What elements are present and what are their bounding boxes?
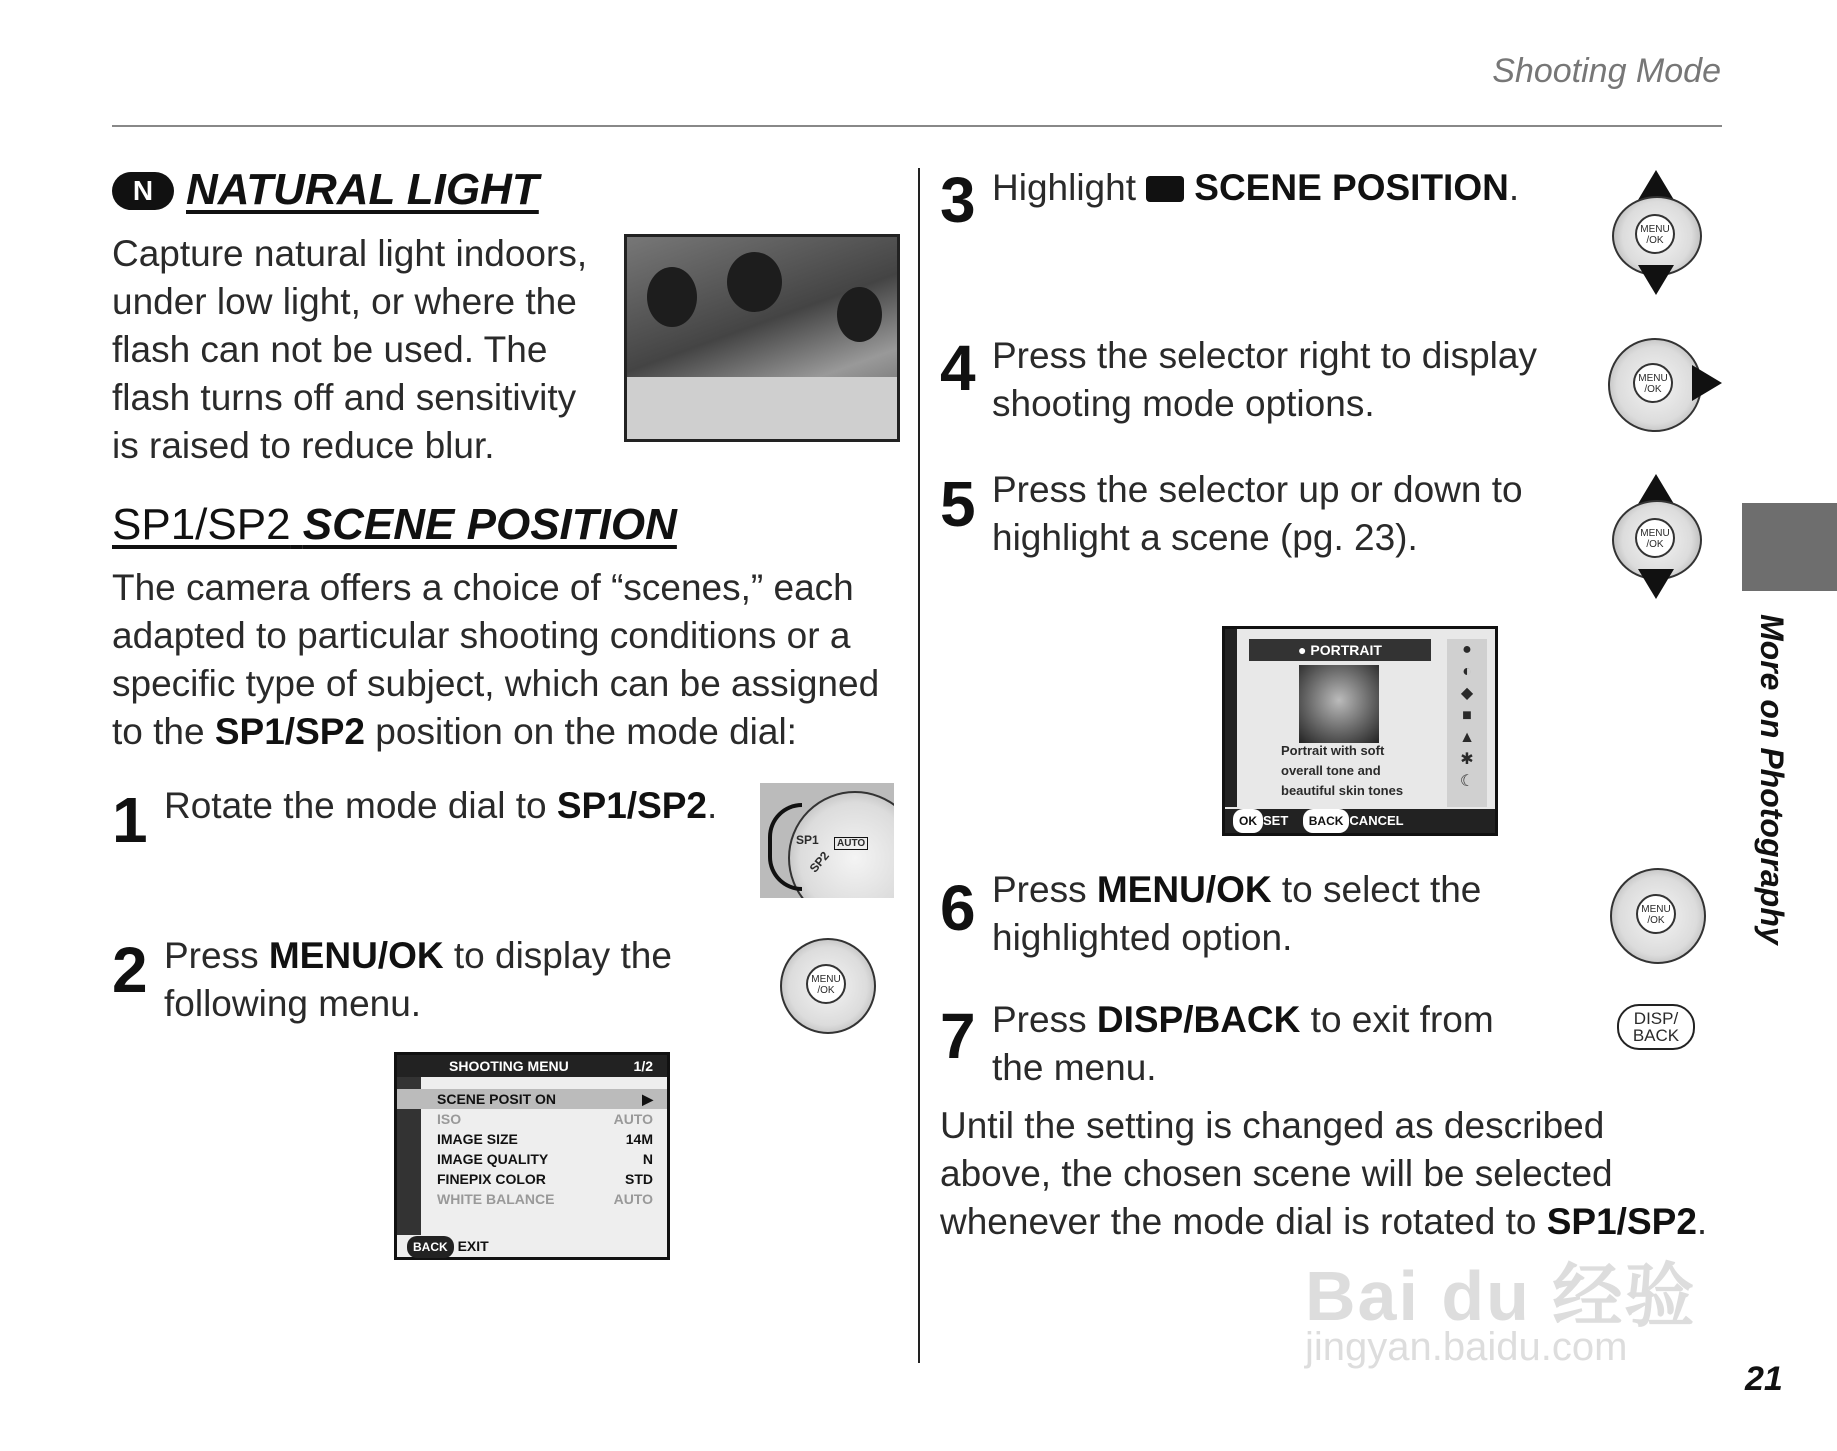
chapter-side-tab — [1742, 503, 1837, 591]
rotate-arrow-icon — [768, 803, 802, 891]
exit-label: EXIT — [457, 1238, 489, 1254]
menu-row-label: IMAGE QUALITY — [437, 1151, 549, 1167]
natural-light-photo — [624, 234, 900, 442]
portrait-screen-footer — [1225, 809, 1495, 833]
dog-scene-icon: ◆ — [1460, 685, 1474, 702]
menu-row-label: WHITE BALANCE — [437, 1191, 555, 1207]
scene-position-prefix: SP1/SP2 — [112, 500, 291, 549]
photo-person-left — [647, 267, 697, 327]
step-7-lead: Press — [992, 999, 1097, 1040]
menu-ok-button-label: MENU /OK — [806, 964, 846, 1004]
menu-row-finepix-color — [397, 1169, 667, 1189]
landscape-scene-icon: ▲ — [1459, 729, 1475, 746]
step-1-bold: SP1/SP2 — [556, 785, 708, 826]
page-number: 21 — [1745, 1360, 1783, 1398]
side-tab-label: More on Photography — [1754, 614, 1790, 945]
scene-icon-list — [1447, 639, 1487, 807]
shooting-menu-title: SHOOTING MENU — [449, 1058, 569, 1074]
back-pill: BACK — [407, 1236, 454, 1258]
menu-row-scene-position — [397, 1089, 667, 1109]
menu-row-label: FINEPIX COLOR — [437, 1171, 546, 1187]
selector-up-down-icon-1 — [1608, 170, 1704, 295]
step-7-text — [992, 996, 1512, 1092]
menu-spacer — [397, 1077, 667, 1089]
menu-row-label: IMAGE SIZE — [437, 1131, 518, 1147]
dial-auto-label: AUTO — [834, 837, 868, 850]
portrait-title: PORTRAIT — [1310, 642, 1382, 658]
menu-row-value: AUTO — [613, 1191, 653, 1207]
natural-light-title: NATURAL LIGHT — [186, 165, 539, 214]
face-scene-icon: ◐ — [1462, 663, 1472, 680]
mode-dial-image — [760, 783, 894, 898]
arrow-down-icon — [1638, 265, 1674, 295]
step-3-text — [992, 164, 1572, 212]
closing-paragraph — [940, 1102, 1720, 1246]
menu-row-value: 14M — [625, 1131, 653, 1147]
natural-light-mode-icon: N — [112, 172, 174, 210]
step-3-lead: Highlight — [992, 167, 1147, 208]
closing-bold: SP1/SP2 — [1546, 1201, 1697, 1242]
menu-ok-button-label: MENU /OK — [1636, 894, 1676, 934]
menu-row-white-balance — [397, 1189, 667, 1209]
step-6-lead: Press — [992, 869, 1097, 910]
step-2-after: to display the following menu. — [164, 935, 672, 1024]
step-3-after: . — [1508, 167, 1520, 208]
step-4-text: Press the selector right to display shooting mode options. — [992, 335, 1537, 424]
watermark-url: jingyan.baidu.com — [1305, 1325, 1628, 1369]
shooting-menu-footer — [397, 1235, 667, 1257]
portrait-screen-left-edge — [1225, 629, 1237, 807]
selector-menu-ok-icon-2 — [1610, 868, 1706, 964]
selector-right-icon — [1608, 338, 1724, 434]
menu-ok-button-label: MENU /OK — [1635, 518, 1675, 558]
menu-row-value: STD — [625, 1171, 653, 1187]
selector-dial — [1612, 500, 1702, 580]
step-2-lead: Press — [164, 935, 269, 976]
scene-body-after: position on the mode dial: — [365, 711, 797, 752]
step-2-text — [164, 932, 684, 1028]
scene-position-heading — [112, 500, 677, 550]
portrait-description: Portrait with soft overall tone and beautiful skin tones — [1281, 743, 1404, 798]
scene-body-text: The camera offers a choice of “scenes,” each adapted to particular shooting conditions or a specific type of subject, which can be assigned to the — [112, 567, 880, 752]
shooting-menu-page: 1/2 — [633, 1058, 653, 1074]
set-label: SET — [1263, 813, 1289, 828]
step-3-bold: SCENE POSITION — [1194, 167, 1509, 208]
step-1-lead: Rotate the mode dial to — [164, 785, 557, 826]
header-rule — [112, 125, 1722, 127]
menu-row-image-size — [397, 1129, 667, 1149]
menu-row-value: ▶ — [642, 1091, 653, 1107]
ok-pill: OK — [1233, 809, 1263, 833]
step-2-bold: MENU/OK — [268, 935, 444, 976]
step-5-text: Press the selector up or down to highlight a scene (pg. 23). — [992, 469, 1523, 558]
portrait-icon: ● — [1298, 642, 1307, 658]
step-6-after: to select the highlighted option. — [992, 869, 1482, 958]
menu-row-label: SCENE POSIT ON — [437, 1091, 557, 1107]
selector-dial — [1608, 338, 1702, 432]
step-2-number: 2 — [112, 934, 148, 1006]
scene-position-body — [112, 564, 882, 756]
camera-scene-icon — [1146, 176, 1184, 202]
step-1-text — [164, 782, 724, 830]
cat-scene-icon: ■ — [1462, 707, 1472, 724]
menu-row-value: AUTO — [613, 1111, 653, 1127]
running-header: Shooting Mode — [1492, 52, 1721, 90]
portrait-scene-icon: ● — [1462, 641, 1472, 658]
step-6-text — [992, 866, 1512, 962]
step-1-after: . — [707, 785, 718, 826]
menu-row-value: N — [642, 1151, 653, 1167]
natural-light-body: Capture natural light indoors, under low light, or where the flash can not be used. The flash turns off and sensitivity is raised to reduce blur. — [112, 233, 588, 466]
shooting-menu-screen — [394, 1052, 670, 1260]
step-1-number: 1 — [112, 784, 148, 856]
selector-dial — [1612, 196, 1702, 276]
menu-row-iso — [397, 1109, 667, 1129]
watermark-logo: Bai du 经验 — [1305, 1257, 1697, 1335]
step-7-after: to exit from the menu. — [992, 999, 1494, 1088]
step-7-bold: DISP/BACK — [1096, 999, 1301, 1040]
closing-text: Until the setting is changed as described above, the chosen scene will be selected whenever the mode dial is rotated to — [940, 1105, 1613, 1242]
menu-row-image-quality — [397, 1149, 667, 1169]
back-pill: BACK — [1303, 809, 1350, 833]
step-6-number: 6 — [940, 872, 976, 944]
portrait-title-bar — [1249, 639, 1431, 661]
disp-back-button-icon: DISP/ BACK — [1617, 1004, 1695, 1050]
shooting-menu-title-bar — [397, 1055, 667, 1077]
menu-row-label: ISO — [437, 1111, 462, 1127]
natural-light-heading — [112, 165, 539, 215]
menu-ok-button-label: MENU /OK — [1633, 363, 1673, 403]
portrait-face-photo — [1299, 665, 1379, 743]
selector-menu-ok-icon — [780, 938, 876, 1034]
column-divider — [918, 168, 920, 1363]
closing-after: . — [1696, 1201, 1708, 1242]
step-3-number: 3 — [940, 164, 976, 236]
scene-position-title: SCENE POSITION — [302, 500, 677, 549]
arrow-down-icon — [1638, 569, 1674, 599]
cancel-label: CANCEL — [1349, 813, 1404, 828]
photo-person-center — [727, 252, 782, 312]
arrow-right-icon — [1692, 365, 1722, 401]
step-6-bold: MENU/OK — [1096, 869, 1272, 910]
step-5-number: 5 — [940, 468, 976, 540]
photo-table — [627, 377, 897, 439]
menu-ok-button-label: MENU /OK — [1635, 214, 1675, 254]
sport-scene-icon: ✱ — [1460, 751, 1474, 768]
dial-sp1-label: SP1 — [796, 833, 819, 847]
dial-sp2-label: SP2 — [806, 848, 832, 876]
selector-up-down-icon-2 — [1608, 474, 1704, 599]
scene-body-bold: SP1/SP2 — [214, 711, 366, 752]
step-7-number: 7 — [940, 1000, 976, 1072]
night-scene-icon: ☾ — [1459, 773, 1475, 790]
portrait-scene-screen — [1222, 626, 1498, 836]
step-4-number: 4 — [940, 332, 976, 404]
photo-person-right — [837, 287, 882, 342]
